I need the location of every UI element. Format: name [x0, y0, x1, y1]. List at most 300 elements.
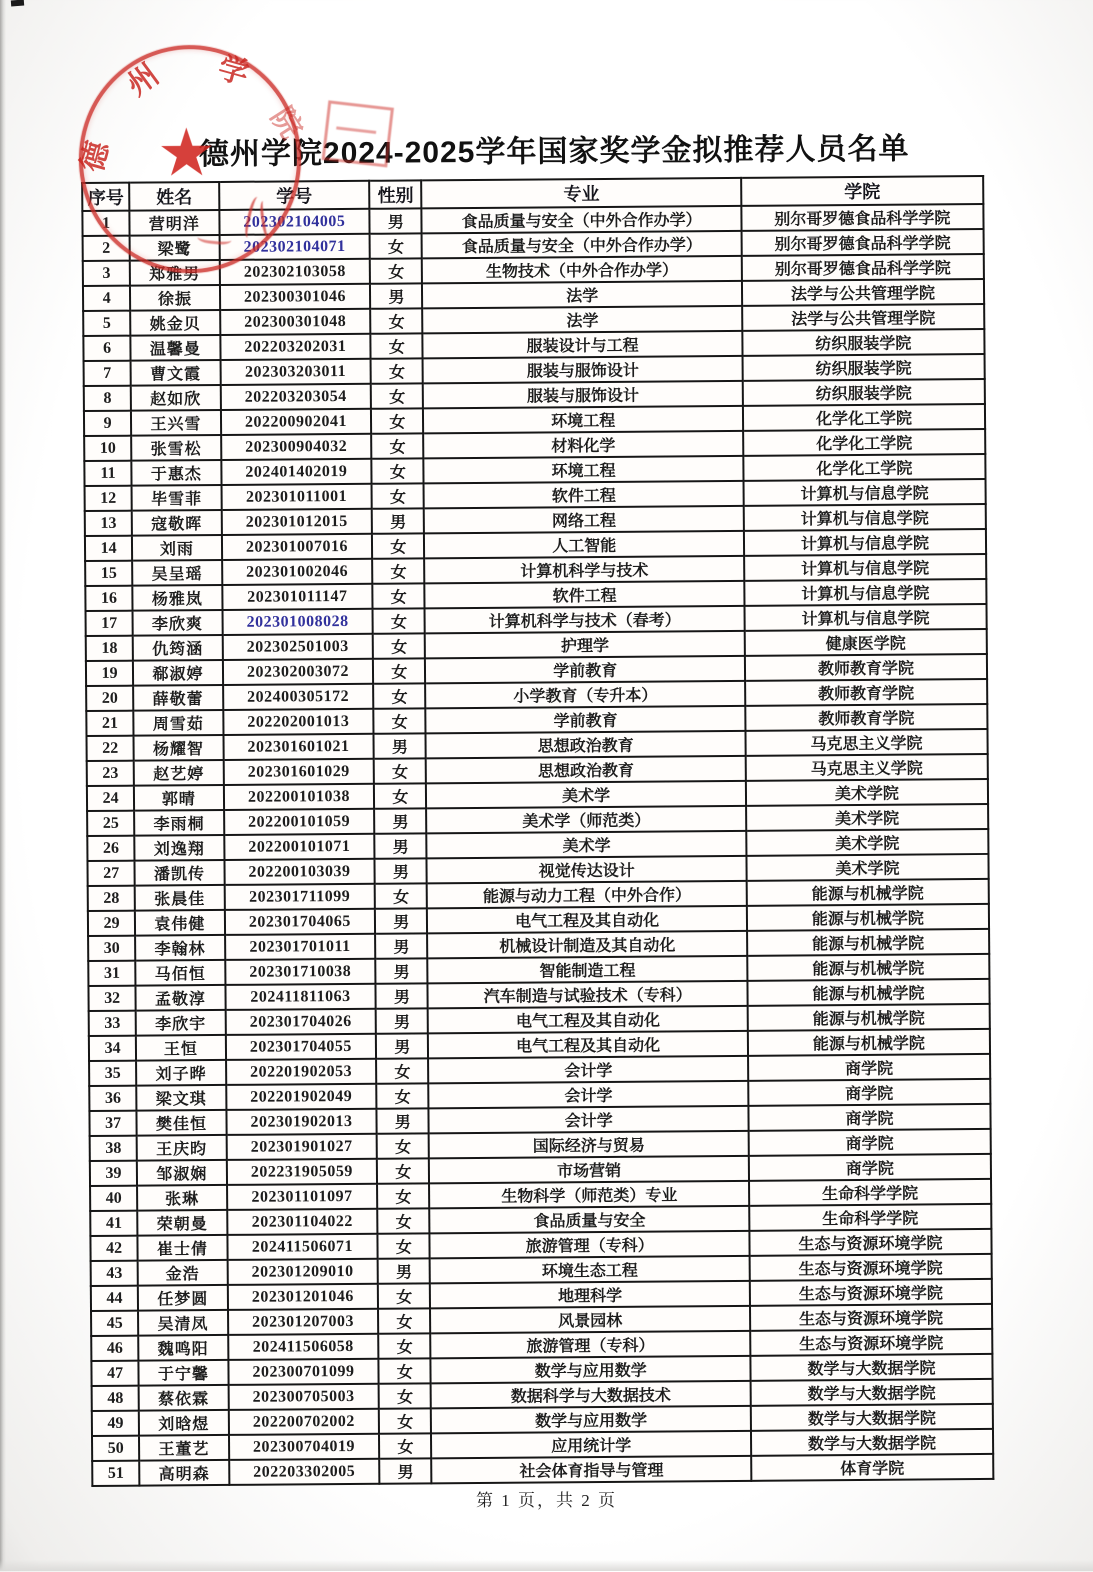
- cell-gender: 男: [375, 933, 427, 958]
- cell-student-id: 202411506071: [227, 1234, 378, 1260]
- cell-gender: 女: [371, 333, 423, 358]
- cell-no: 17: [86, 611, 133, 636]
- cell-student-id: 202301012015: [221, 509, 372, 535]
- cell-student-id: 202301701011: [225, 934, 376, 960]
- cell-no: 44: [91, 1286, 138, 1311]
- cell-college: 生命科学学院: [749, 1204, 991, 1231]
- cell-major: 风景园林: [430, 1306, 750, 1334]
- cell-gender: 男: [375, 908, 427, 933]
- cell-major: 国际经济与贸易: [429, 1131, 749, 1159]
- cell-major: 美术学: [427, 831, 747, 859]
- cell-college: 计算机与信息学院: [744, 504, 986, 531]
- cell-student-id: 202300704019: [229, 1434, 380, 1460]
- cell-college: 马克思主义学院: [746, 754, 988, 781]
- cell-major: 法学: [423, 306, 743, 334]
- cell-no: 34: [89, 1036, 136, 1061]
- cell-student-id: 202302003072: [222, 659, 373, 685]
- cell-student-id: 202411506058: [228, 1334, 379, 1360]
- cell-no: 41: [90, 1211, 137, 1236]
- cell-no: 40: [90, 1186, 137, 1211]
- cell-name: 高明森: [139, 1460, 229, 1486]
- cell-name: 薛敬蕾: [133, 685, 223, 711]
- cell-major: 数学与应用数学: [431, 1356, 751, 1384]
- cell-major: 电气工程及其自动化: [428, 1031, 748, 1059]
- cell-college: 计算机与信息学院: [744, 529, 986, 556]
- cell-major: 社会体育指导与管理: [432, 1456, 752, 1484]
- cell-major: 数学与应用数学: [431, 1406, 751, 1434]
- cell-major: 学前教育: [426, 706, 746, 734]
- cell-student-id: 202301207003: [228, 1309, 379, 1335]
- cell-student-id: 202301101097: [227, 1184, 378, 1210]
- cell-gender: 女: [377, 1183, 429, 1208]
- cell-student-id: 202301710038: [225, 959, 376, 985]
- seal-char-xue: 学: [214, 51, 253, 92]
- cell-college: 能源与机械学院: [747, 979, 989, 1006]
- cell-name: 任梦圆: [138, 1285, 228, 1311]
- cell-no: 42: [90, 1236, 137, 1261]
- cell-student-id: 202302104071: [219, 234, 370, 260]
- cell-name: 于宁馨: [139, 1360, 229, 1386]
- cell-no: 47: [91, 1361, 138, 1386]
- cell-no: 9: [84, 411, 131, 436]
- cell-student-id: 202300701099: [228, 1359, 379, 1385]
- cell-no: 31: [88, 961, 135, 986]
- cell-gender: 男: [376, 983, 428, 1008]
- cell-college: 能源与机械学院: [747, 954, 989, 981]
- cell-name: 温馨曼: [131, 335, 221, 361]
- cell-gender: 女: [377, 1133, 429, 1158]
- cell-college: 生命科学学院: [749, 1179, 991, 1206]
- cell-no: 20: [86, 686, 133, 711]
- cell-major: 市场营销: [429, 1156, 749, 1184]
- cell-no: 51: [92, 1461, 139, 1486]
- cell-no: 49: [92, 1411, 139, 1436]
- cell-student-id: 202231905059: [226, 1159, 377, 1185]
- cell-gender: 男: [376, 1033, 428, 1058]
- cell-name: 吴呈瑶: [132, 560, 222, 586]
- cell-student-id: 202200101071: [224, 834, 375, 860]
- cell-student-id: 202202001013: [223, 709, 374, 735]
- cell-college: 马克思主义学院: [745, 729, 987, 756]
- cell-college: 能源与机械学院: [747, 904, 989, 931]
- cell-student-id: 202301201046: [227, 1284, 378, 1310]
- cell-student-id: 202301704065: [224, 909, 375, 935]
- cell-no: 35: [89, 1061, 136, 1086]
- cell-major: 应用统计学: [431, 1431, 751, 1459]
- cell-no: 24: [87, 786, 134, 811]
- cell-name: 刘晗煜: [139, 1410, 229, 1436]
- cell-major: 软件工程: [425, 581, 745, 609]
- cell-major: 计算机科学与技术（春考）: [425, 606, 745, 634]
- cell-college: 法学与公共管理学院: [742, 279, 984, 306]
- cell-name: 崔士倩: [138, 1235, 228, 1261]
- cell-college: 法学与公共管理学院: [742, 304, 984, 331]
- cell-student-id: 202200101059: [224, 809, 375, 835]
- cell-college: 数学与大数据学院: [751, 1404, 993, 1431]
- cell-name: 李雨桐: [134, 810, 224, 836]
- cell-college: 纺织服装学院: [742, 354, 984, 381]
- cell-student-id: 202300301048: [220, 309, 371, 335]
- cell-no: 14: [85, 536, 132, 561]
- cell-college: 教师教育学院: [745, 679, 987, 706]
- cell-gender: 女: [378, 1308, 430, 1333]
- cell-major: 汽车制造与试验技术（专科）: [428, 981, 748, 1009]
- cell-student-id: 202300705003: [228, 1384, 379, 1410]
- cell-major: 会计学: [429, 1081, 749, 1109]
- cell-name: 王庆昀: [137, 1135, 227, 1161]
- column-header-3: 性别: [369, 180, 421, 208]
- cell-name: 寇敬晖: [132, 510, 222, 536]
- cell-student-id: 202301011001: [221, 484, 372, 510]
- cell-major: 法学: [422, 281, 742, 309]
- table-body: [82, 204, 993, 1486]
- cell-gender: 女: [376, 1083, 428, 1108]
- cell-no: 7: [84, 361, 131, 386]
- cell-college: 数学与大数据学院: [750, 1354, 992, 1381]
- cell-gender: 女: [370, 308, 422, 333]
- cell-student-id: 202203202031: [220, 334, 371, 360]
- cell-major: 环境工程: [423, 406, 743, 434]
- cell-no: 26: [87, 836, 134, 861]
- cell-major: 环境生态工程: [430, 1256, 750, 1284]
- cell-college: 美术学院: [746, 779, 988, 806]
- cell-gender: 女: [379, 1408, 431, 1433]
- cell-name: 潘凯传: [135, 860, 225, 886]
- cell-gender: 男: [376, 1008, 428, 1033]
- cell-gender: 女: [375, 883, 427, 908]
- cell-college: 商学院: [748, 1104, 990, 1131]
- cell-name: 张雪松: [131, 435, 221, 461]
- cell-name: 金浩: [138, 1260, 228, 1286]
- cell-gender: 男: [378, 1258, 430, 1283]
- cell-no: 21: [86, 711, 133, 736]
- cell-gender: 女: [373, 608, 425, 633]
- cell-student-id: 202303203011: [220, 359, 371, 385]
- cell-major: 电气工程及其自动化: [428, 1006, 748, 1034]
- cell-major: 美术学: [426, 781, 746, 809]
- cell-no: 4: [83, 286, 130, 311]
- cell-student-id: 202300301046: [220, 284, 371, 310]
- cell-no: 27: [87, 861, 134, 886]
- cell-college: 能源与机械学院: [747, 929, 989, 956]
- cell-student-id: 202302501003: [222, 634, 373, 660]
- cell-name: 营明洋: [130, 210, 220, 236]
- cell-college: 体育学院: [751, 1454, 993, 1481]
- cell-student-id: 202301711099: [224, 884, 375, 910]
- cell-gender: 女: [378, 1233, 430, 1258]
- cell-gender: 女: [370, 258, 422, 283]
- cell-gender: 女: [374, 758, 426, 783]
- column-header-2: 学号: [219, 181, 370, 210]
- cell-major: 网络工程: [424, 506, 744, 534]
- cell-no: 28: [88, 886, 135, 911]
- cell-no: 32: [88, 986, 135, 1011]
- cell-no: 5: [83, 311, 130, 336]
- cell-gender: 女: [377, 1158, 429, 1183]
- cell-student-id: 202301007016: [222, 534, 373, 560]
- cell-gender: 女: [373, 633, 425, 658]
- cell-college: 能源与机械学院: [748, 1029, 990, 1056]
- cell-gender: 男: [370, 283, 422, 308]
- cell-college: 美术学院: [746, 854, 988, 881]
- scholarship-roster-table: [81, 175, 994, 1487]
- cell-gender: 女: [379, 1433, 431, 1458]
- cell-gender: 男: [374, 808, 426, 833]
- cell-gender: 男: [375, 858, 427, 883]
- cell-gender: 女: [374, 783, 426, 808]
- cell-name: 姚金贝: [130, 310, 220, 336]
- cell-gender: 女: [378, 1333, 430, 1358]
- seal-star-icon: ★: [156, 116, 217, 191]
- cell-college: 生态与资源环境学院: [749, 1254, 991, 1281]
- cell-name: 仇筠涵: [133, 635, 223, 661]
- cell-college: 计算机与信息学院: [743, 479, 985, 506]
- cell-no: 8: [84, 386, 131, 411]
- seal-char-yuan: 院: [264, 101, 309, 145]
- cell-college: 别尔哥罗德食品科学学院: [741, 229, 983, 256]
- cell-name: 张晨佳: [135, 885, 225, 911]
- cell-major: 思想政治教育: [426, 731, 746, 759]
- cell-college: 生态与资源环境学院: [750, 1329, 992, 1356]
- cell-college: 健康医学院: [745, 629, 987, 656]
- cell-gender: 女: [376, 1058, 428, 1083]
- cell-major: 护理学: [425, 631, 745, 659]
- cell-name: 刘子晔: [136, 1060, 226, 1086]
- column-header-5: 学院: [741, 176, 983, 206]
- cell-no: 48: [92, 1386, 139, 1411]
- cell-college: 教师教育学院: [745, 704, 987, 731]
- cell-gender: 男: [375, 833, 427, 858]
- cell-gender: 女: [379, 1383, 431, 1408]
- cell-college: 计算机与信息学院: [744, 579, 986, 606]
- cell-college: 美术学院: [746, 804, 988, 831]
- cell-student-id: 202301601029: [223, 759, 374, 785]
- cell-name: 王兴雪: [131, 410, 221, 436]
- cell-student-id: 202301002046: [222, 559, 373, 585]
- cell-no: 43: [91, 1261, 138, 1286]
- cell-college: 数学与大数据学院: [751, 1429, 993, 1456]
- cell-name: 徐振: [130, 285, 220, 311]
- cell-no: 18: [86, 636, 133, 661]
- cell-gender: 女: [372, 533, 424, 558]
- cell-college: 化学化工学院: [743, 454, 985, 481]
- cell-college: 能源与机械学院: [748, 1004, 990, 1031]
- cell-no: 50: [92, 1436, 139, 1461]
- cell-college: 别尔哥罗德食品科学学院: [742, 254, 984, 281]
- cell-gender: 女: [371, 383, 423, 408]
- cell-name: 李欣爽: [133, 610, 223, 636]
- cell-college: 生态与资源环境学院: [750, 1304, 992, 1331]
- cell-student-id: 202301011147: [222, 584, 373, 610]
- cell-gender: 女: [374, 708, 426, 733]
- cell-major: 美术学（师范类）: [427, 806, 747, 834]
- cell-college: 能源与机械学院: [747, 879, 989, 906]
- cell-gender: 女: [379, 1358, 431, 1383]
- cell-no: 25: [87, 811, 134, 836]
- cell-name: 赵艺婷: [134, 760, 224, 786]
- cell-student-id: 202200902041: [221, 409, 372, 435]
- cell-major: 服装设计与工程: [423, 331, 743, 359]
- cell-no: 37: [89, 1111, 136, 1136]
- cell-major: 地理科学: [430, 1281, 750, 1309]
- cell-name: 李欣宇: [136, 1010, 226, 1036]
- cell-college: 商学院: [748, 1129, 990, 1156]
- seal-char-de: 德: [75, 137, 116, 176]
- cell-gender: 女: [373, 683, 425, 708]
- cell-major: 食品质量与安全: [430, 1206, 750, 1234]
- cell-gender: 女: [371, 433, 423, 458]
- cell-gender: 女: [378, 1283, 430, 1308]
- cell-student-id: 202411811063: [225, 984, 376, 1010]
- cell-no: 6: [83, 336, 130, 361]
- cell-student-id: 202300904032: [221, 434, 372, 460]
- cell-major: 机械设计制造及其自动化: [428, 931, 748, 959]
- cell-name: 郑雅男: [130, 260, 220, 286]
- cell-name: 魏鸣阳: [138, 1335, 228, 1361]
- cell-student-id: 202301601021: [223, 734, 374, 760]
- cell-no: 46: [91, 1336, 138, 1361]
- cell-no: 30: [88, 936, 135, 961]
- cell-gender: 女: [372, 483, 424, 508]
- cell-no: 13: [85, 511, 132, 536]
- cell-college: 数学与大数据学院: [750, 1379, 992, 1406]
- cell-name: 杨雅岚: [133, 585, 223, 611]
- cell-gender: 女: [373, 583, 425, 608]
- column-header-0: 序号: [82, 183, 129, 211]
- cell-student-id: 202201902049: [226, 1084, 377, 1110]
- cell-name: 郗淑婷: [133, 660, 223, 686]
- cell-major: 计算机科学与技术: [425, 556, 745, 584]
- cell-college: 商学院: [748, 1054, 990, 1081]
- page-number: 第 1 页，共 2 页: [476, 1491, 617, 1510]
- cell-college: 纺织服装学院: [742, 329, 984, 356]
- cell-major: 智能制造工程: [428, 956, 748, 984]
- cell-college: 化学化工学院: [743, 404, 985, 431]
- cell-no: 22: [86, 736, 133, 761]
- cell-no: 39: [90, 1161, 137, 1186]
- cell-name: 孟敬淳: [136, 985, 226, 1011]
- cell-student-id: 202301704055: [225, 1034, 376, 1060]
- cell-no: 1: [82, 211, 129, 236]
- cell-name: 邹淑娴: [137, 1160, 227, 1186]
- cell-major: 会计学: [429, 1056, 749, 1084]
- cell-no: 15: [85, 561, 132, 586]
- cell-student-id: 202401402019: [221, 459, 372, 485]
- cell-name: 郭晴: [134, 785, 224, 811]
- cell-student-id: 202200103039: [224, 859, 375, 885]
- cell-college: 美术学院: [746, 829, 988, 856]
- cell-college: 别尔哥罗德食品科学学院: [741, 204, 983, 231]
- cell-name: 王恒: [136, 1035, 226, 1061]
- cell-gender: 男: [370, 208, 422, 233]
- cell-student-id: 202400305172: [223, 684, 374, 710]
- cell-major: 电气工程及其自动化: [427, 906, 747, 934]
- cell-no: 12: [85, 486, 132, 511]
- cell-no: 2: [83, 236, 130, 261]
- cell-student-id: 202301704026: [225, 1009, 376, 1035]
- cell-gender: 男: [379, 1458, 431, 1483]
- cell-major: 视觉传达设计: [427, 856, 747, 884]
- cell-college: 生态与资源环境学院: [749, 1229, 991, 1256]
- cell-no: 29: [88, 911, 135, 936]
- cell-student-id: 202200702002: [228, 1409, 379, 1435]
- cell-student-id: 202203302005: [229, 1459, 380, 1485]
- cell-gender: 女: [372, 558, 424, 583]
- cell-student-id: 202201902053: [226, 1059, 377, 1085]
- cell-student-id: 202302103058: [219, 259, 370, 285]
- cell-name: 樊佳恒: [137, 1110, 227, 1136]
- cell-name: 刘雨: [132, 535, 222, 561]
- cell-college: 纺织服装学院: [743, 379, 985, 406]
- cell-major: 食品质量与安全（中外合作办学）: [422, 231, 742, 259]
- column-header-1: 姓名: [129, 182, 219, 211]
- cell-gender: 男: [372, 508, 424, 533]
- cell-gender: 女: [371, 358, 423, 383]
- seal-inner-box-mark: [322, 100, 394, 167]
- cell-student-id: 202301901027: [226, 1134, 377, 1160]
- cell-no: 11: [84, 461, 131, 486]
- cell-student-id: 202301008028: [222, 609, 373, 635]
- cell-name: 蔡依霖: [139, 1385, 229, 1411]
- cell-name: 荣朝曼: [137, 1210, 227, 1236]
- cell-no: 3: [83, 261, 130, 286]
- cell-major: 思想政治教育: [426, 756, 746, 784]
- cell-major: 能源与动力工程（中外合作）: [427, 881, 747, 909]
- cell-gender: 男: [374, 733, 426, 758]
- cell-college: 教师教育学院: [745, 654, 987, 681]
- cell-name: 毕雪菲: [132, 485, 222, 511]
- cell-major: 材料化学: [424, 431, 744, 459]
- cell-gender: 女: [370, 233, 422, 258]
- cell-college: 商学院: [748, 1079, 990, 1106]
- cell-name: 曹文霞: [131, 360, 221, 386]
- cell-college: 化学化工学院: [743, 429, 985, 456]
- cell-student-id: 202301209010: [227, 1259, 378, 1285]
- cell-no: 45: [91, 1311, 138, 1336]
- cell-no: 19: [86, 661, 133, 686]
- cell-no: 23: [87, 761, 134, 786]
- cell-name: 李翰林: [135, 935, 225, 961]
- cell-no: 10: [84, 436, 131, 461]
- cell-major: 会计学: [429, 1106, 749, 1134]
- cell-name: 吴清凤: [138, 1310, 228, 1336]
- cell-major: 旅游管理（专科）: [430, 1231, 750, 1259]
- cell-gender: 男: [376, 958, 428, 983]
- seal-char-zhou: 州: [121, 57, 165, 103]
- cell-name: 周雪茹: [134, 710, 224, 736]
- cell-college: 计算机与信息学院: [744, 604, 986, 631]
- cell-gender: 女: [371, 408, 423, 433]
- cell-college: 计算机与信息学院: [744, 554, 986, 581]
- cell-major: 服装与服饰设计: [423, 381, 743, 409]
- cell-name: 王董艺: [139, 1435, 229, 1461]
- cell-gender: 女: [373, 658, 425, 683]
- cell-major: 食品质量与安全（中外合作办学）: [422, 206, 742, 234]
- cell-student-id: 202302104005: [219, 209, 370, 235]
- cell-no: 38: [90, 1136, 137, 1161]
- cell-no: 33: [89, 1011, 136, 1036]
- cell-student-id: 202200101038: [223, 784, 374, 810]
- cell-name: 梁文琪: [136, 1085, 226, 1111]
- cell-major: 生物科学（师范类）专业: [429, 1181, 749, 1209]
- cell-student-id: 202301104022: [227, 1209, 378, 1235]
- cell-major: 环境工程: [424, 456, 744, 484]
- column-header-4: 专业: [422, 178, 742, 209]
- page-title: 德州学院2024-2025学年国家奖学金拟推荐人员名单: [198, 132, 910, 172]
- cell-major: 软件工程: [424, 481, 744, 509]
- cell-name: 马佰恒: [135, 960, 225, 986]
- cell-student-id: 202301902013: [226, 1109, 377, 1135]
